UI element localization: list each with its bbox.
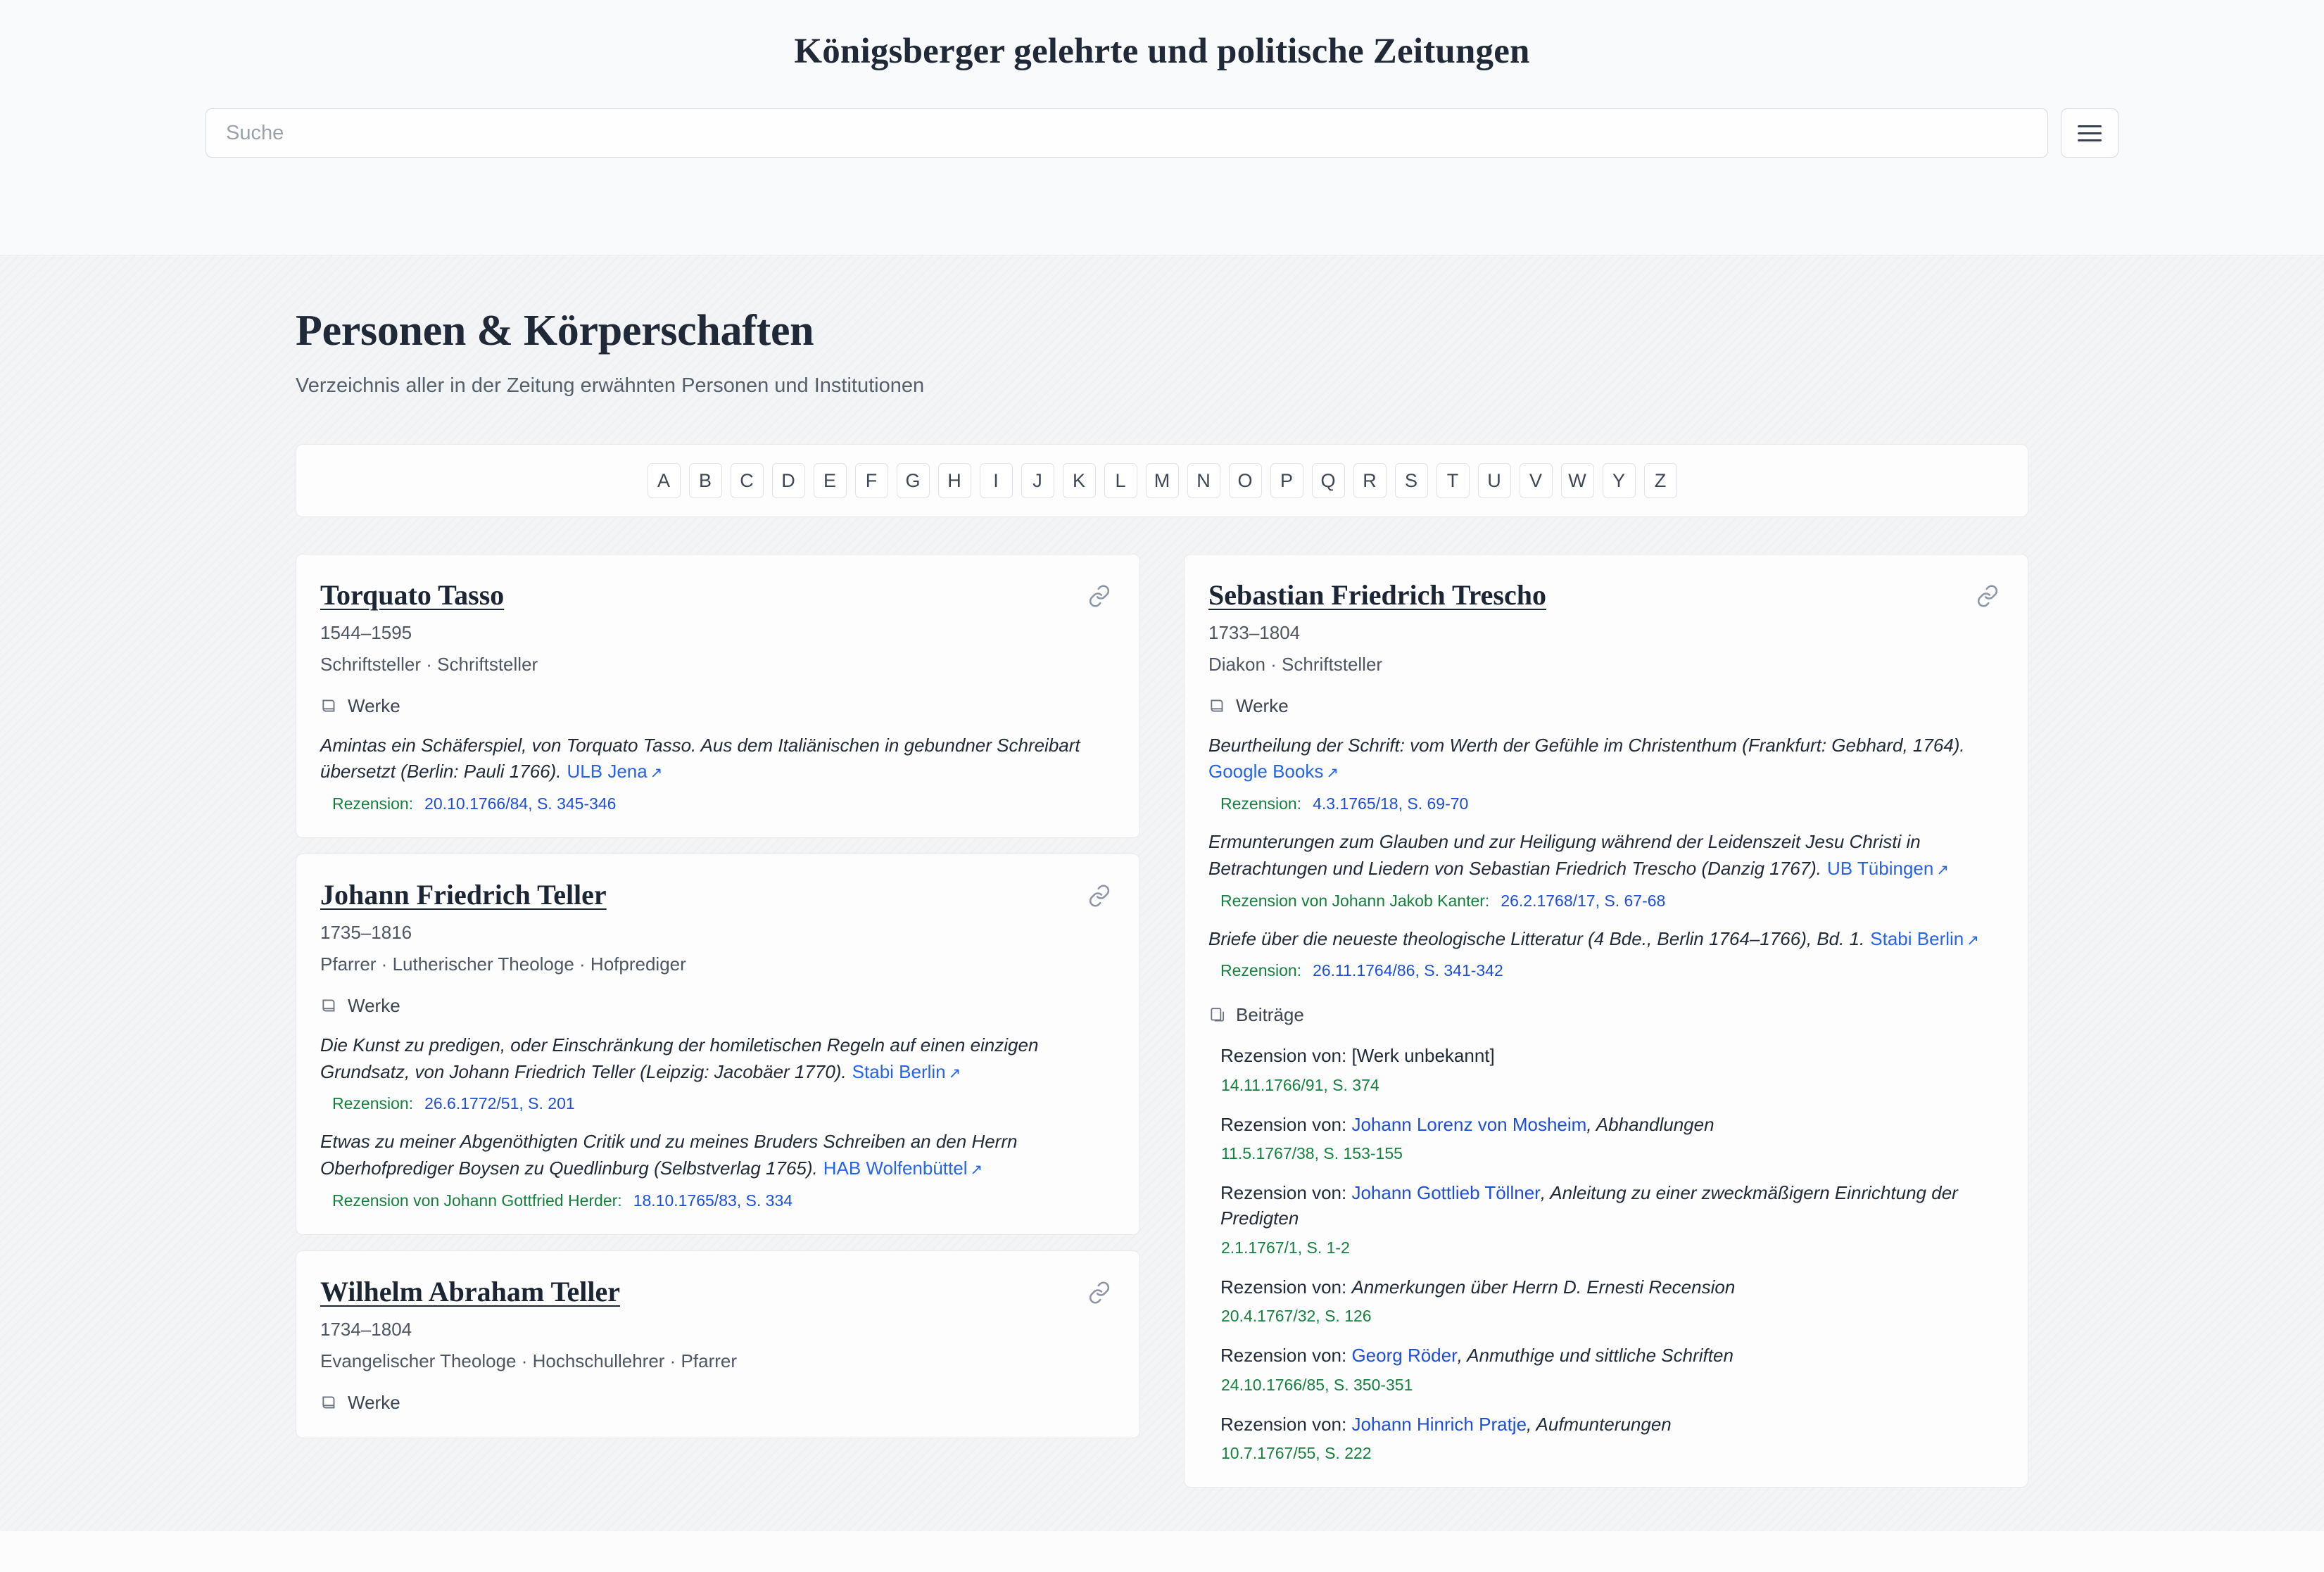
review-row bbox=[320, 794, 1111, 813]
contribution-lead: Rezension von: bbox=[1220, 1345, 1352, 1367]
alphabet-letter-y[interactable]: Y bbox=[1603, 463, 1636, 498]
contribution-person-link[interactable]: Johann Hinrich Pratje bbox=[1351, 1413, 1527, 1435]
alphabet-filter bbox=[296, 444, 2028, 517]
review-row bbox=[1208, 892, 2000, 911]
permalink-icon[interactable] bbox=[1087, 1281, 1111, 1305]
hamburger-menu-icon bbox=[2078, 125, 2102, 141]
person-card bbox=[296, 554, 1140, 838]
contribution-lead: Rezension von: bbox=[1220, 1276, 1352, 1298]
external-link-icon: ↗ bbox=[1326, 765, 1339, 782]
review-date-link[interactable]: 18.10.1765/83, S. 334 bbox=[633, 1191, 793, 1210]
works-section-header bbox=[1208, 695, 2000, 717]
person-name[interactable]: Sebastian Friedrich Trescho bbox=[1208, 579, 1546, 611]
contribution-lead: Rezension von: bbox=[1220, 1045, 1352, 1067]
review-row bbox=[320, 1094, 1111, 1113]
review-row bbox=[1208, 961, 2000, 980]
alphabet-letter-e[interactable]: E bbox=[814, 463, 847, 498]
external-link-icon: ↗ bbox=[650, 765, 663, 782]
works-section-header bbox=[320, 695, 1111, 717]
person-card bbox=[296, 854, 1140, 1235]
person-card bbox=[1184, 554, 2028, 1488]
contribution-date-link[interactable]: 14.11.1766/91, S. 374 bbox=[1221, 1075, 1379, 1094]
contributions-label: Beiträge bbox=[1236, 1004, 1304, 1026]
work-title: Die Kunst zu predigen, oder Einschränkung der homiletischen Regeln auf einen einzigen Grundsatz, von Johann Friedrich Teller (Leipzig: Jacobäer 1770). bbox=[320, 1034, 1039, 1082]
contribution-entry bbox=[1208, 1343, 2000, 1368]
person-name[interactable]: Wilhelm Abraham Teller bbox=[320, 1275, 620, 1307]
alphabet-letter-m[interactable]: M bbox=[1146, 463, 1179, 498]
person-lifedates: 1735–1816 bbox=[320, 921, 412, 943]
works-label: Werke bbox=[1236, 695, 1289, 716]
contribution-work-title: , Anmuthige und sittliche Schriften bbox=[1457, 1345, 1733, 1367]
alphabet-letter-f[interactable]: F bbox=[855, 463, 888, 498]
contribution-lead: Rezension von: bbox=[1220, 1113, 1352, 1135]
contribution-person-link[interactable]: Johann Lorenz von Mosheim bbox=[1351, 1113, 1587, 1135]
header-spacer bbox=[0, 187, 2324, 255]
alphabet-letter-b[interactable]: B bbox=[689, 463, 722, 498]
contribution-date-link[interactable]: 2.1.1767/1, S. 1-2 bbox=[1221, 1238, 1350, 1257]
alphabet-letter-v[interactable]: V bbox=[1520, 463, 1553, 498]
review-row bbox=[1208, 794, 2000, 813]
person-card-header bbox=[320, 1275, 1111, 1310]
alphabet-letter-n[interactable]: N bbox=[1187, 463, 1220, 498]
contribution-work-title: , Abhandlungen bbox=[1586, 1113, 1714, 1135]
external-link-icon: ↗ bbox=[1936, 861, 1949, 878]
right-column bbox=[1184, 554, 2028, 1503]
hamburger-menu-button[interactable] bbox=[2061, 108, 2118, 158]
external-source-link[interactable] bbox=[852, 1061, 961, 1082]
contribution-date-link[interactable]: 20.4.1767/32, S. 126 bbox=[1221, 1307, 1372, 1326]
contributions-section-header bbox=[1208, 1004, 2000, 1026]
person-lifedates: 1544–1595 bbox=[320, 621, 412, 643]
review-date-link[interactable]: 26.11.1764/86, S. 341-342 bbox=[1313, 961, 1503, 980]
contribution-date-link[interactable]: 24.10.1766/85, S. 350-351 bbox=[1221, 1375, 1413, 1394]
work-entry bbox=[320, 1129, 1111, 1181]
permalink-icon[interactable] bbox=[1087, 584, 1111, 608]
works-label: Werke bbox=[348, 994, 400, 1016]
book-icon bbox=[320, 697, 339, 715]
alphabet-letter-g[interactable]: G bbox=[897, 463, 930, 498]
site-title: Königsberger gelehrte und politische Zeitungen bbox=[794, 32, 1530, 71]
site-header bbox=[0, 0, 2324, 255]
external-source-label: Stabi Berlin bbox=[1870, 927, 1964, 949]
book-icon bbox=[320, 996, 339, 1015]
alphabet-letter-l[interactable]: L bbox=[1104, 463, 1137, 498]
person-roles: Schriftsteller · Schriftsteller bbox=[320, 653, 538, 675]
contribution-lead: Rezension von: bbox=[1220, 1413, 1352, 1435]
alphabet-letter-i[interactable]: I bbox=[980, 463, 1013, 498]
person-card-header bbox=[320, 878, 1111, 913]
review-label: Rezension: bbox=[332, 1094, 414, 1113]
contribution-work-title: , Aufmunterungen bbox=[1527, 1413, 1672, 1435]
alphabet-letter-d[interactable]: D bbox=[772, 463, 805, 498]
external-source-label: UB Tübingen bbox=[1827, 857, 1934, 879]
alphabet-letter-r[interactable]: R bbox=[1353, 463, 1387, 498]
contribution-date-link[interactable]: 10.7.1767/55, S. 222 bbox=[1221, 1443, 1372, 1462]
alphabet-letter-h[interactable]: H bbox=[938, 463, 971, 498]
alphabet-letter-k[interactable]: K bbox=[1063, 463, 1096, 498]
external-source-link[interactable] bbox=[567, 761, 663, 782]
alphabet-letter-p[interactable]: P bbox=[1270, 463, 1303, 498]
alphabet-letter-w[interactable]: W bbox=[1561, 463, 1594, 498]
work-entry bbox=[320, 733, 1111, 785]
documents-icon bbox=[1208, 1006, 1227, 1025]
contribution-entry bbox=[1208, 1112, 2000, 1137]
page-title: Personen & Körperschaften bbox=[296, 307, 814, 355]
work-title: Beurtheilung der Schrift: vom Werth der Gefühle im Christenthum (Frankfurt: Gebhard, 1764). bbox=[1208, 734, 1965, 756]
contribution-date-link[interactable]: 11.5.1767/38, S. 153-155 bbox=[1221, 1144, 1403, 1163]
review-row bbox=[320, 1191, 1111, 1210]
work-title: Ermunterungen zum Glauben und zur Heiligung während der Leidenszeit Jesu Christi in Betrachtungen und Liedern von Sebastian Friedrich Trescho (Danzig 1767). bbox=[1208, 831, 1921, 879]
review-label: Rezension von Johann Jakob Kanter: bbox=[1220, 891, 1490, 910]
contribution-lead: Rezension von: bbox=[1220, 1182, 1352, 1204]
external-source-link[interactable] bbox=[1870, 928, 1979, 949]
review-date-link[interactable]: 26.6.1772/51, S. 201 bbox=[424, 1094, 575, 1113]
work-title: Amintas ein Schäferspiel, von Torquato Tasso. Aus dem Italiänischen in gebundner Schreibart übersetzt (Berlin: Pauli 1766). bbox=[320, 734, 1080, 782]
permalink-icon[interactable] bbox=[1976, 584, 2000, 608]
person-lifedates: 1733–1804 bbox=[1208, 621, 1301, 643]
contribution-work-title: , Anleitung zu einer zweckmäßigern Einrichtung der Predigten bbox=[1220, 1182, 1958, 1229]
external-source-label: Google Books bbox=[1208, 761, 1324, 782]
review-label: Rezension: bbox=[332, 794, 414, 813]
alphabet-letter-u[interactable]: U bbox=[1478, 463, 1511, 498]
works-label: Werke bbox=[348, 1391, 400, 1413]
page-subtitle: Verzeichnis aller in der Zeitung erwähnten Personen und Institutionen bbox=[296, 374, 925, 397]
person-roles: Pfarrer · Lutherischer Theologe · Hofprediger bbox=[320, 953, 686, 975]
alphabet-letter-j[interactable]: J bbox=[1021, 463, 1054, 498]
alphabet-letter-o[interactable]: O bbox=[1229, 463, 1262, 498]
external-link-icon: ↗ bbox=[970, 1162, 983, 1179]
review-label: Rezension: bbox=[1220, 794, 1302, 813]
person-roles: Diakon · Schriftsteller bbox=[1208, 653, 1383, 675]
left-column bbox=[296, 554, 1140, 1454]
alphabet-letter-t[interactable]: T bbox=[1436, 463, 1470, 498]
review-date-link[interactable]: 4.3.1765/18, S. 69-70 bbox=[1313, 794, 1469, 813]
works-section-header bbox=[320, 995, 1111, 1017]
alphabet-letter-a[interactable]: A bbox=[648, 463, 681, 498]
entries-columns bbox=[296, 554, 2028, 1503]
review-label: Rezension: bbox=[1220, 961, 1302, 980]
alphabet-letter-q[interactable]: Q bbox=[1312, 463, 1345, 498]
work-title: Briefe über die neueste theologische Litteratur (4 Bde., Berlin 1764–1766), Bd. 1. bbox=[1208, 927, 1865, 949]
external-source-link[interactable] bbox=[1208, 761, 1339, 782]
person-name[interactable]: Torquato Tasso bbox=[320, 579, 505, 611]
external-source-label: HAB Wolfenbüttel bbox=[823, 1158, 968, 1179]
alphabet-letter-z[interactable]: Z bbox=[1644, 463, 1677, 498]
contribution-work-title: Anmerkungen über Herrn D. Ernesti Recension bbox=[1351, 1276, 1736, 1298]
person-roles: Evangelischer Theologe · Hochschullehrer · Pfarrer bbox=[320, 1350, 738, 1371]
permalink-icon[interactable] bbox=[1087, 884, 1111, 908]
contribution-entry bbox=[1208, 1180, 2000, 1231]
book-icon bbox=[1208, 697, 1227, 715]
work-entry bbox=[1208, 733, 2000, 785]
contribution-work-title: [Werk unbekannt] bbox=[1351, 1045, 1495, 1067]
work-entry bbox=[320, 1032, 1111, 1085]
external-source-label: ULB Jena bbox=[567, 761, 648, 782]
work-title: Etwas zu meiner Abgenöthigten Critik und zu meines Bruders Schreiben an den Herrn Oberhofprediger Boysen zu Quedlinburg (Selbstverlag 1765). bbox=[320, 1131, 1018, 1179]
review-date-link[interactable]: 20.10.1766/84, S. 345-346 bbox=[424, 794, 617, 813]
person-card-header bbox=[320, 578, 1111, 613]
book-icon bbox=[320, 1393, 339, 1412]
review-label: Rezension von Johann Gottfried Herder: bbox=[332, 1191, 622, 1210]
contribution-entry bbox=[1208, 1274, 2000, 1300]
contribution-person-link[interactable]: Johann Gottlieb Töllner bbox=[1351, 1182, 1541, 1204]
contribution-entry bbox=[1208, 1043, 2000, 1068]
external-source-link[interactable] bbox=[1827, 858, 1949, 879]
external-source-label: Stabi Berlin bbox=[852, 1060, 946, 1082]
search-row bbox=[0, 108, 2324, 158]
review-date-link[interactable]: 26.2.1768/17, S. 67-68 bbox=[1501, 891, 1666, 910]
work-entry bbox=[1208, 926, 2000, 953]
person-card bbox=[296, 1250, 1140, 1438]
work-entry bbox=[1208, 829, 2000, 882]
works-section-header bbox=[320, 1392, 1111, 1414]
alphabet-letter-c[interactable]: C bbox=[731, 463, 764, 498]
alphabet-letter-s[interactable]: S bbox=[1395, 463, 1428, 498]
search-input[interactable] bbox=[206, 108, 2048, 158]
external-source-link[interactable] bbox=[823, 1158, 983, 1179]
external-link-icon: ↗ bbox=[1966, 932, 1979, 949]
main-content bbox=[0, 255, 2324, 1531]
contribution-entry bbox=[1208, 1412, 2000, 1437]
contribution-person-link[interactable]: Georg Röder bbox=[1351, 1345, 1458, 1367]
person-lifedates: 1734–1804 bbox=[320, 1318, 412, 1340]
person-card-header bbox=[1208, 578, 2000, 613]
external-link-icon: ↗ bbox=[948, 1065, 961, 1082]
works-label: Werke bbox=[348, 695, 400, 716]
person-name[interactable]: Johann Friedrich Teller bbox=[320, 879, 607, 911]
